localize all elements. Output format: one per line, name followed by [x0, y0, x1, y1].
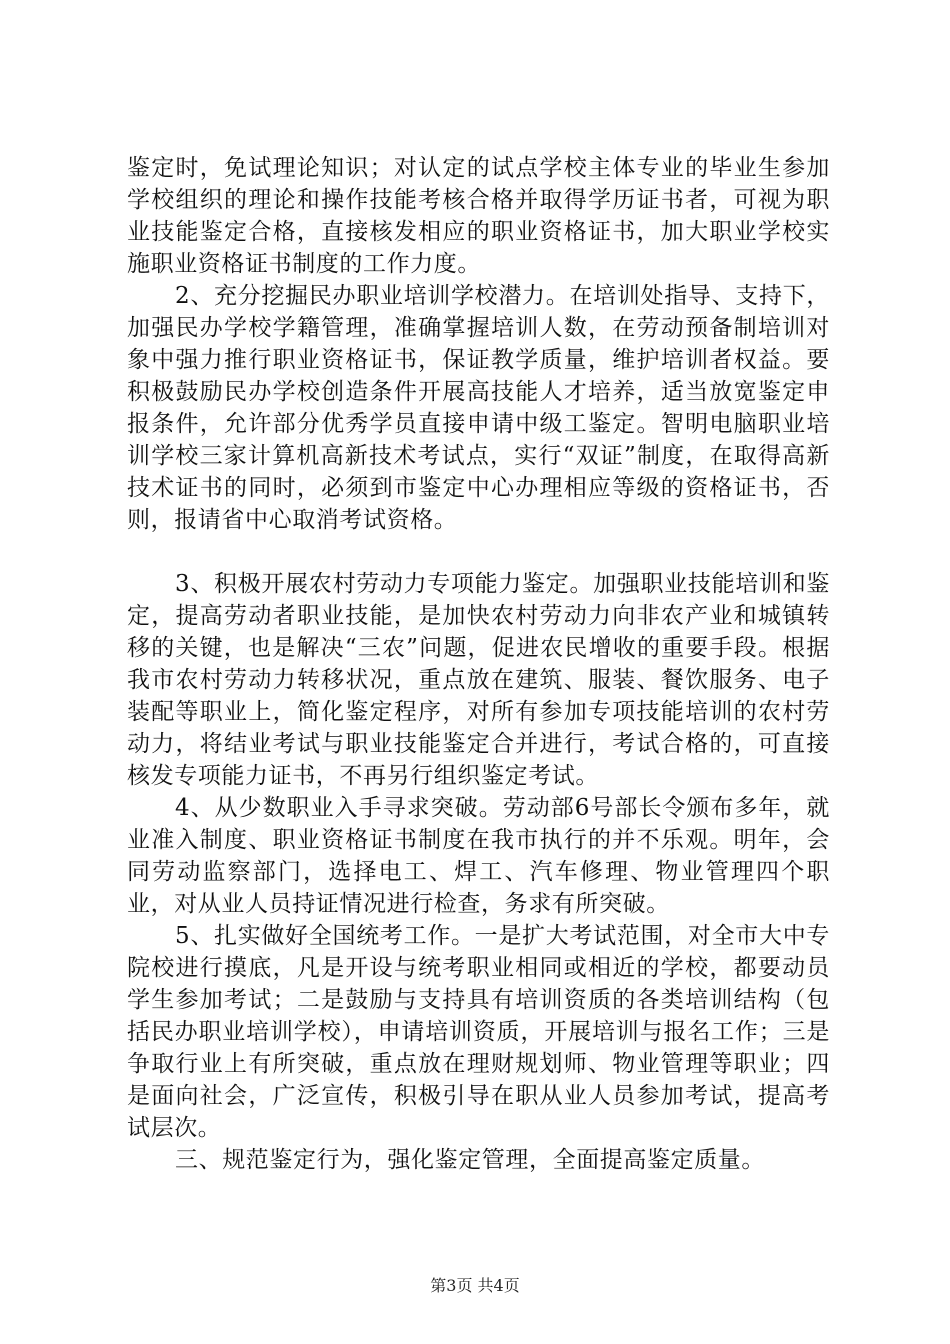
paragraph-item-3: 3、积极开展农村劳动力专项能力鉴定。加强职业技能培训和鉴定，提高劳动者职业技能，是加快农村劳动力向非农产业和城镇转移的关键，也是解决“三农”问题，促进农民增收的重要手段。根据我市农村劳动力转移状况，重点放在建筑、服装、餐饮服务、电子装配等职业上，简化鉴定程序，对所有参加专项技能培训的农村劳动力，将结业考试与职业技能鉴定合并进行，考试合格的，可直接核发专项能力证书，不再另行组织鉴定考试。 — [127, 571, 830, 789]
paragraph-item-4: 4、从少数职业入手寻求突破。劳动部6号部长令颁布多年，就业准入制度、职业资格证书制度在我市执行的并不乐观。明年，会同劳动监察部门，选择电工、焊工、汽车修理、物业管理四个职业，对从业人员持证情况进行检查，务求有所突破。 — [127, 795, 830, 917]
paragraph-item-2: 2、充分挖掘民办职业培训学校潜力。在培训处指导、支持下，加强民办学校学籍管理，准确掌握培训人数，在劳动预备制培训对象中强力推行职业资格证书，保证教学质量，维护培训者权益。要积极鼓励民办学校创造条件开展高技能人才培养，适当放宽鉴定申报条件，允许部分优秀学员直接申请中级工鉴定。智明电脑职业培训学校三家计算机高新技术考试点，实行“双证”制度，在取得高新技术证书的同时，必须到市鉴定中心办理相应等级的资格证书，否则，报请省中心取消考试资格。 — [127, 283, 830, 533]
page-number-footer: 第3页 共4页 — [430, 1276, 520, 1295]
paragraph-continuation: 鉴定时，免试理论知识；对认定的试点学校主体专业的毕业生参加学校组织的理论和操作技能考核合格并取得学历证书者，可视为职业技能鉴定合格，直接核发相应的职业资格证书，加大职业学校实施职业资格证书制度的工作力度。 — [127, 155, 830, 277]
document-body — [127, 152, 830, 1176]
section-heading-three: 三、规范鉴定行为，强化鉴定管理，全面提高鉴定质量。 — [175, 1147, 765, 1173]
paragraph-item-5: 5、扎实做好全国统考工作。一是扩大考试范围，对全市大中专院校进行摸底，凡是开设与统考职业相同或相近的学校，都要动员学生参加考试；二是鼓励与支持具有培训资质的各类培训结构（包括民办职业培训学校），申请培训资质，开展培训与报名工作；三是争取行业上有所突破，重点放在理财规划师、物业管理等职业；四是面向社会，广泛宣传，积极引导在职从业人员参加考试，提高考试层次。 — [127, 923, 830, 1141]
